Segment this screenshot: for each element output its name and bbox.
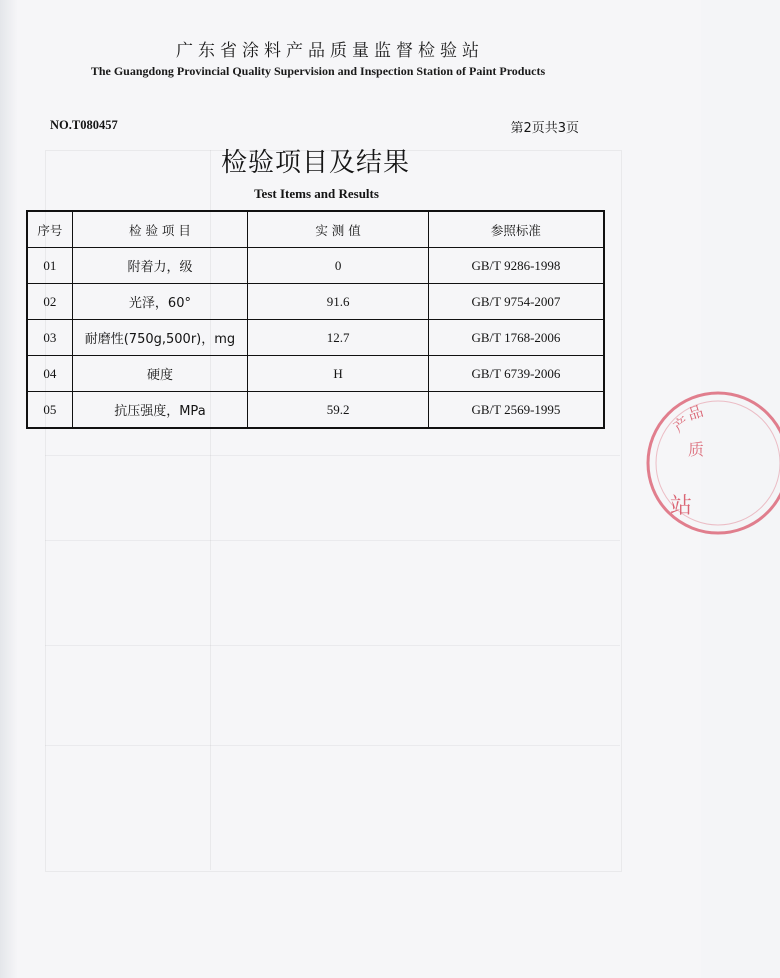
results-table xyxy=(26,210,605,429)
bleed-through-line xyxy=(45,540,620,541)
bleed-through-line xyxy=(45,645,620,646)
bleed-through-line xyxy=(45,455,620,456)
report-number: NO.T080457 xyxy=(50,118,118,132)
row-seq: 02 xyxy=(27,284,72,320)
table-row xyxy=(27,392,604,429)
row-item: 附着力，级 xyxy=(72,248,248,284)
table-row xyxy=(27,356,604,392)
bleed-through-line xyxy=(45,745,620,746)
svg-text:站: 站 xyxy=(670,494,693,519)
row-value: 59.2 xyxy=(248,392,429,429)
page-number: 第2页共3页 xyxy=(510,121,579,136)
table-row xyxy=(27,248,604,284)
row-standard: GB/T 6739-2006 xyxy=(428,356,604,392)
row-seq: 03 xyxy=(27,320,72,356)
row-standard: GB/T 1768-2006 xyxy=(428,320,604,356)
row-value: 0 xyxy=(248,248,429,284)
red-seal-stamp xyxy=(640,385,780,535)
table-row xyxy=(27,320,604,356)
table-row xyxy=(27,284,604,320)
row-value: 12.7 xyxy=(248,320,429,356)
row-standard: GB/T 9754-2007 xyxy=(428,284,604,320)
section-title-en: Test Items and Results xyxy=(254,186,379,201)
header-standard: 参照标准 xyxy=(428,211,604,248)
row-seq: 04 xyxy=(27,356,72,392)
header-item: 检 验 项 目 xyxy=(72,211,248,248)
svg-text:质: 质 xyxy=(688,440,705,459)
header-seq: 序号 xyxy=(27,211,72,248)
row-standard: GB/T 2569-1995 xyxy=(428,392,604,429)
row-item: 硬度 xyxy=(72,356,248,392)
row-value: H xyxy=(248,356,429,392)
row-seq: 05 xyxy=(27,392,72,429)
row-seq: 01 xyxy=(27,248,72,284)
table-header-row xyxy=(27,211,604,248)
row-item: 耐磨性(750g,500r)，mg xyxy=(72,320,248,356)
row-item: 光泽，60° xyxy=(72,284,248,320)
section-title-cn: 检验项目及结果 xyxy=(220,148,410,178)
svg-text:品: 品 xyxy=(685,402,706,424)
svg-text:产: 产 xyxy=(669,412,693,437)
row-value: 91.6 xyxy=(248,284,429,320)
header-value: 实 测 值 xyxy=(248,211,429,248)
row-item: 抗压强度，MPa xyxy=(72,392,248,429)
organization-name-en: The Guangdong Provincial Quality Supervision and Inspection Station of Paint Products xyxy=(90,64,546,78)
organization-name-cn: 广东省涂料产品质量监督检验站 xyxy=(176,41,484,61)
row-standard: GB/T 9286-1998 xyxy=(428,248,604,284)
